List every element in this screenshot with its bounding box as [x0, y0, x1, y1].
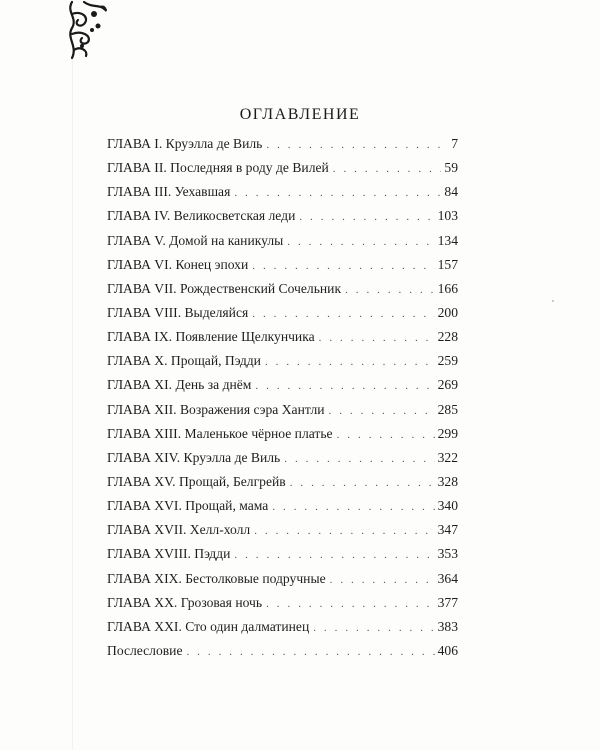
toc-entry-page-number: 200 — [437, 304, 458, 320]
toc-entry[interactable] — [107, 643, 458, 667]
toc-dot-leader — [234, 187, 441, 199]
toc-dot-leader — [337, 429, 435, 441]
toc-entry[interactable] — [107, 595, 458, 619]
toc-entry-title: ГЛАВА VIII. Выделяйся — [107, 304, 249, 320]
toc-entry-title: ГЛАВА XXI. Сто один далматинец — [107, 618, 310, 634]
toc-entry[interactable] — [107, 136, 458, 160]
corner-ornament-icon — [62, 0, 110, 62]
toc-dot-leader — [234, 549, 434, 561]
toc-dot-leader — [290, 477, 435, 489]
toc-entry-title: ГЛАВА XVIII. Пэдди — [107, 546, 231, 562]
toc-heading: ОГЛАВЛЕНИЕ — [239, 106, 361, 123]
toc-dot-leader — [319, 332, 435, 344]
toc-entry-page-number: 103 — [437, 208, 458, 224]
toc-entry-page-number: 228 — [437, 329, 458, 345]
toc-entry-title: ГЛАВА I. Круэлла де Виль — [107, 136, 263, 151]
toc-entry-page-number: 259 — [437, 353, 458, 369]
table-of-contents — [107, 136, 458, 667]
toc-entry-page-number: 269 — [437, 377, 458, 393]
toc-entry[interactable] — [107, 353, 458, 377]
toc-dot-leader — [266, 139, 448, 151]
toc-entry[interactable] — [107, 160, 458, 184]
toc-entry-title: ГЛАВА IV. Великосветская леди — [107, 208, 296, 224]
toc-entry-title: ГЛАВА VII. Рождественский Сочельник — [107, 280, 342, 296]
toc-entry-title: ГЛАВА XX. Грозовая ночь — [107, 594, 263, 610]
toc-entry-page-number: 377 — [437, 594, 458, 610]
toc-dot-leader — [284, 453, 434, 465]
toc-dot-leader — [313, 622, 434, 634]
toc-entry-title: ГЛАВА XIV. Круэлла де Виль — [107, 449, 281, 465]
toc-entry-title: ГЛАВА XV. Прощай, Белгрейв — [107, 473, 286, 489]
toc-dot-leader — [252, 260, 434, 272]
toc-entry[interactable] — [107, 233, 458, 257]
toc-entry-title: ГЛАВА X. Прощай, Пэдди — [107, 353, 261, 369]
toc-dot-leader — [345, 284, 435, 296]
toc-entry-title: ГЛАВА XII. Возражения сэра Хантли — [107, 401, 325, 417]
toc-dot-leader — [330, 574, 435, 586]
toc-entry-title: ГЛАВА XIII. Маленькое чёрное платье — [107, 425, 333, 441]
toc-entry[interactable] — [107, 377, 458, 401]
toc-entry[interactable] — [107, 450, 458, 474]
toc-entry-page-number: 285 — [437, 401, 458, 417]
toc-dot-leader — [333, 163, 442, 175]
toc-entry-page-number: 299 — [437, 425, 458, 441]
toc-entry-page-number: 84 — [444, 184, 458, 200]
toc-entry-page-number: 406 — [437, 642, 458, 658]
toc-entry-title: ГЛАВА XI. День за днём — [107, 377, 252, 393]
toc-entry[interactable] — [107, 619, 458, 643]
toc-entry-page-number: 166 — [437, 280, 458, 296]
toc-entry[interactable] — [107, 522, 458, 546]
toc-dot-leader — [254, 525, 434, 537]
toc-dot-leader — [272, 501, 434, 513]
toc-entry[interactable] — [107, 474, 458, 498]
toc-dot-leader — [186, 646, 434, 658]
toc-entry-title: ГЛАВА II. Последняя в роду де Вилей — [107, 160, 329, 176]
page-edge-line — [72, 60, 73, 750]
toc-entry-title: ГЛАВА III. Уехавшая — [107, 184, 231, 200]
toc-entry-title: Послесловие — [107, 642, 183, 658]
toc-dot-leader — [287, 236, 434, 248]
toc-entry-title: ГЛАВА VI. Конец эпохи — [107, 256, 249, 272]
toc-entry-page-number: 353 — [437, 546, 458, 562]
toc-entry-page-number: 134 — [437, 232, 458, 248]
toc-entry[interactable] — [107, 281, 458, 305]
toc-entry-page-number: 59 — [444, 160, 458, 176]
toc-entry-page-number: 340 — [437, 498, 458, 514]
toc-entry[interactable] — [107, 208, 458, 232]
toc-entry-title: ГЛАВА XIX. Бестолковые подручные — [107, 570, 326, 586]
toc-dot-leader — [255, 380, 434, 392]
toc-entry[interactable] — [107, 184, 458, 208]
toc-entry-page-number: 328 — [437, 473, 458, 489]
toc-entry[interactable] — [107, 305, 458, 329]
toc-entry[interactable] — [107, 546, 458, 570]
toc-entry-title: ГЛАВА IX. Появление Щелкунчика — [107, 329, 315, 345]
toc-entry-page-number: 364 — [437, 570, 458, 586]
toc-entry-page-number: 347 — [437, 522, 458, 538]
toc-entry-title: ГЛАВА XVI. Прощай, мама — [107, 498, 269, 514]
toc-entry-page-number: 157 — [437, 256, 458, 272]
toc-entry-title: ГЛАВА XVII. Хелл-холл — [107, 522, 251, 538]
toc-dot-leader — [299, 211, 434, 223]
toc-entry[interactable] — [107, 257, 458, 281]
toc-entry-page-number: 322 — [437, 449, 458, 465]
toc-entry[interactable] — [107, 498, 458, 522]
toc-entry-page-number: 383 — [437, 618, 458, 634]
toc-entry[interactable] — [107, 329, 458, 353]
toc-entry-title: ГЛАВА V. Домой на каникулы — [107, 232, 284, 248]
toc-dot-leader — [265, 356, 435, 368]
toc-entry-page-number: 7 — [451, 136, 458, 151]
toc-dot-leader — [252, 308, 434, 320]
toc-entry[interactable] — [107, 402, 458, 426]
toc-dot-leader — [266, 598, 435, 610]
paper-speck — [552, 300, 554, 302]
toc-dot-leader — [329, 405, 435, 417]
toc-entry[interactable] — [107, 571, 458, 595]
toc-entry[interactable] — [107, 426, 458, 450]
